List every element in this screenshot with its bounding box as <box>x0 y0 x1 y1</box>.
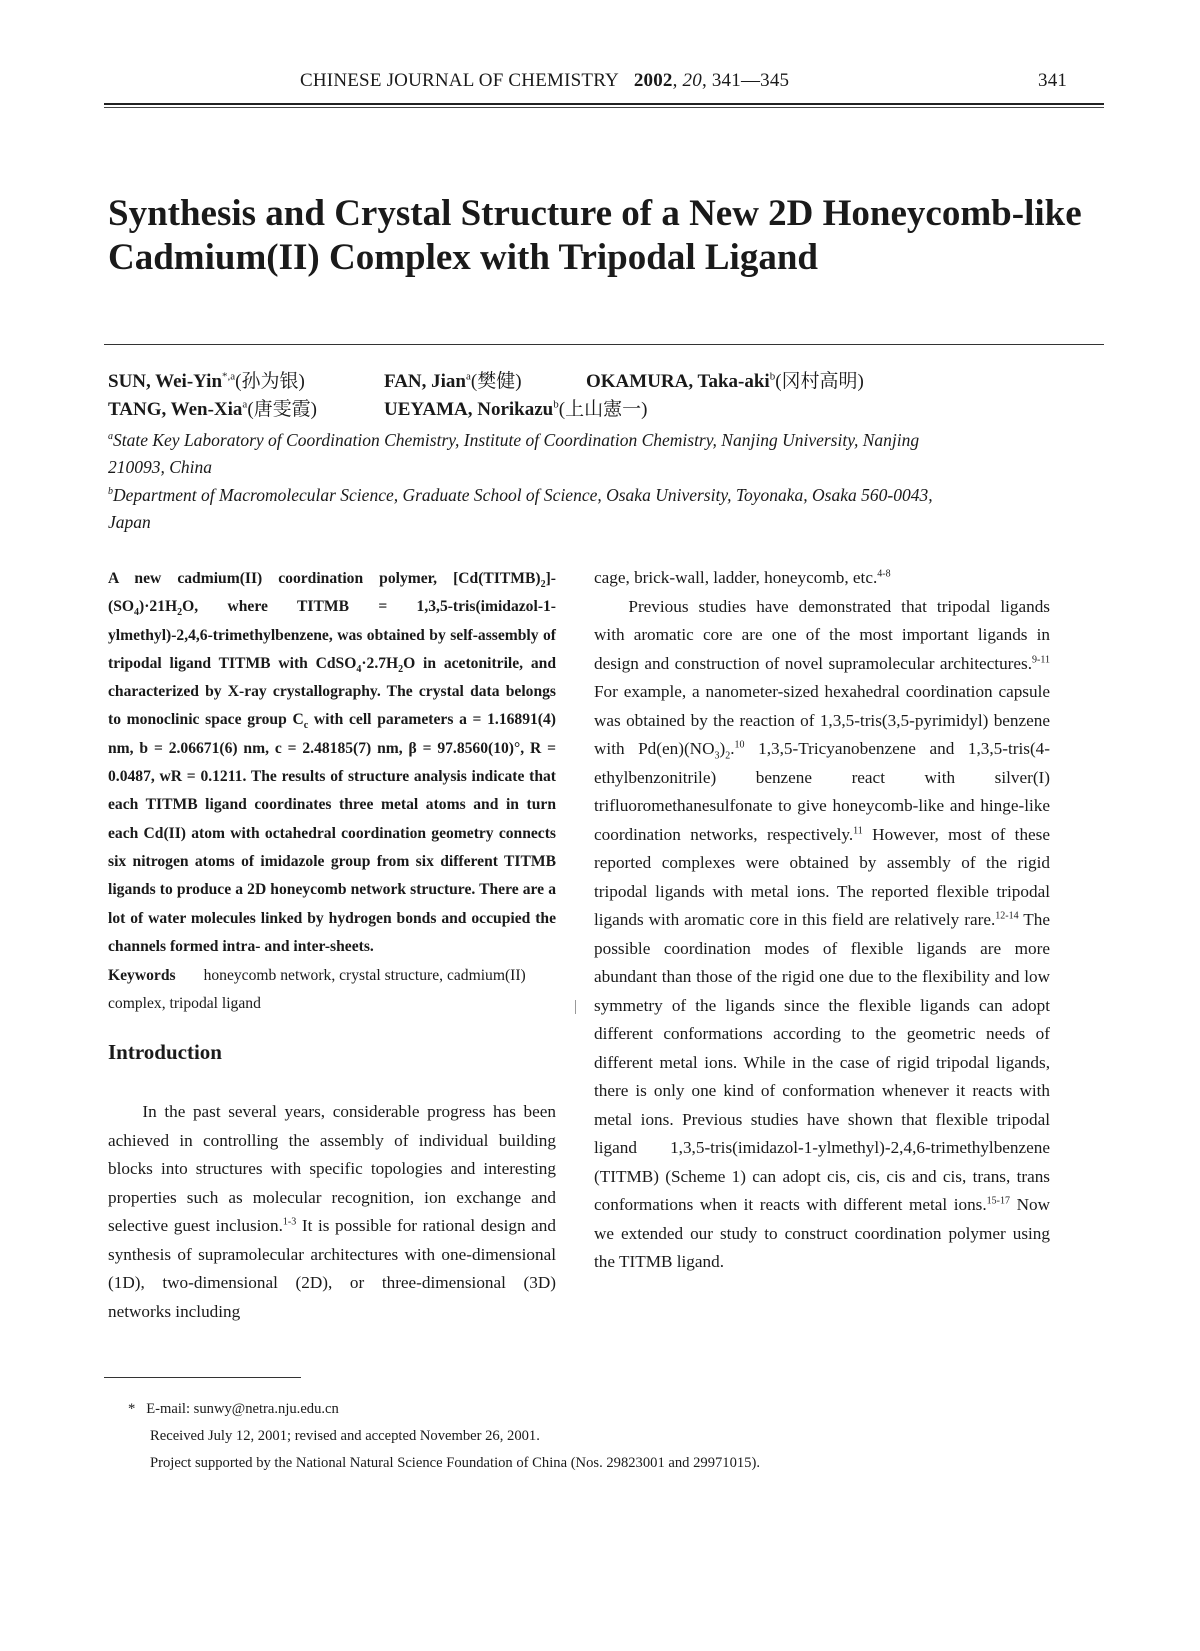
keywords-label: Keywords <box>108 967 176 984</box>
journal-volume: 20 <box>682 70 702 91</box>
journal-name: CHINESE JOURNAL OF CHEMISTRY <box>300 70 619 91</box>
abstract: A new cadmium(II) coordination polymer, $[Cd(TITMB)_2]-(SO_4)\cdot 21H_2O$, where TITMB = 1,3,5-tris(imidazol-1-ylmethyl)-2,4,6-trimethylbenzene, was obtained by self-assembly of tripodal ligand TITMB with $CdSO_4\cdot 2.7H_2O$ in acetonitrile, and characterized by X-ray crystallography. The crystal data belongs to monoclinic space group $C_c$ with cell parameters a = 1.16891(4) nm, b = 2.06671(6) nm, c = 2.48185(7) nm, β = 97.8560(10)°, R = 0.0487, wR = 0.1211. The results of structure analysis indicate that each TITMB ligand coordinates three metal atoms and in turn each Cd(II) atom with octahedral coordination geometry connects six nitrogen atoms of imidazole group from six different TITMB ligands to produce a 2D honeycomb network structure. There are a lot of water molecules linked by hydrogen bonds and occupied the channels formed intra- and inter-sheets. <box>108 570 556 955</box>
footnote-email: * E-mail: sunwy@netra.nju.edu.cn <box>128 1401 339 1417</box>
affiliation-b: $^b$Department of Macromolecular Science, Graduate School of Science, Osaka University, Toyonaka, Osaka 560-0043, Japan <box>108 484 933 532</box>
section-heading-introduction: Introduction <box>108 1040 222 1064</box>
author-okamura: OKAMURA, Taka-aki$^b$(冈村高明) <box>586 370 864 392</box>
footnote-project: Project supported by the National Natural Science Foundation of China (Nos. 29823001 and 29971015). <box>150 1455 760 1471</box>
author-sun: SUN, Wei-Yin$^{*,a}$(孙为银) <box>108 370 305 392</box>
header-rule-thin <box>104 107 1104 108</box>
journal-citation: CHINESE JOURNAL OF CHEMISTRY 2002, 20, 341—345 <box>300 70 790 91</box>
footnote-received: Received July 12, 2001; revised and accepted November 26, 2001. <box>150 1428 540 1444</box>
page-number: 341 <box>1038 70 1068 91</box>
intro-right-column: cage, brick-wall, ladder, honeycomb, etc.$^{4-8}$ Previous studies have demonstrated that tripodal ligands with aromatic core are one of the most important ligands in design and construction of novel supramolecular architectures.$^{9-11}$ For example, a nanometer-sized hexahedral coordination capsule was obtained by the reaction of 1,3,5-tris(3,5-pyrimidyl) benzene with $Pd(en)(NO_3)_2.^{10}$ 1,3,5-Tricyanobenzene and 1,3,5-tris(4-ethylbenzonitrile) benzene react with silver(I) trifluoromethanesulfonate to give honeycomb-like and hinge-like coordination networks, respectively.$^{11}$ However, most of these reported complexes were obtained by assembly of the rigid tripodal ligands with metal ions. The reported flexible tripodal ligands with aromatic core in this field are relatively rare.$^{12-14}$ The possible coordination modes of flexible ligands are more abundant than those of the rigid one due to the flexibility and low symmetry of the ligands since the flexible ligands can adopt different conformations according to the geometric needs of different metal ions. While in the case of rigid tripodal ligands, there is only one kind of conformation whenever it reacts with metal ions. Previous studies have shown that flexible tripodal ligand 1,3,5-tris(imidazol-1-ylmethyl)-2,4,6-trimethylbenzene (TITMB) (Scheme 1) can adopt cis, cis, cis and cis, trans, trans conformations when it reacts with different metal ions.$^{15-17}$ Now we extended our study to construct coordination polymer using the TITMB ligand. <box>594 568 1051 1271</box>
keywords <box>108 962 556 1018</box>
intro-left-column: In the past several years, considerable progress has been achieved in controlling the assembly of individual building blocks into structures with specific topologies and interesting properties such as molecular recognition, ion exchange and selective guest inclusion.$^{1-3}$ It is possible for rational design and synthesis of supramolecular architectures with one-dimensional (1D), two-dimensional (2D), or three-dimensional (3D) networks including <box>108 1102 556 1321</box>
journal-pages: 341—345 <box>711 70 790 91</box>
title-rule <box>104 344 1104 345</box>
header-rule <box>104 103 1104 105</box>
author-fan: FAN, Jian$^a$(樊健) <box>384 370 522 392</box>
footnote-rule <box>104 1377 301 1378</box>
column-divider-mark <box>575 1000 576 1014</box>
affiliation-a: $^a$State Key Laboratory of Coordination Chemistry, Institute of Coordination Chemistry, Nanjing University, Nanjing 210093, China <box>108 429 920 477</box>
journal-year: 2002 <box>633 70 673 91</box>
keywords-text: honeycomb network, crystal structure, cadmium(II) complex, tripodal ligand <box>108 967 526 1012</box>
author-tang: TANG, Wen-Xia$^a$(唐雯霞) <box>108 398 317 420</box>
title-line-2: Cadmium(II) Complex with Tripodal Ligand <box>108 237 818 278</box>
paper-title <box>108 192 1108 280</box>
author-ueyama: UEYAMA, Norikazu$^b$(上山憲一) <box>384 398 648 420</box>
title-line-1: Synthesis and Crystal Structure of a New 2D Honeycomb-like <box>108 193 1082 234</box>
